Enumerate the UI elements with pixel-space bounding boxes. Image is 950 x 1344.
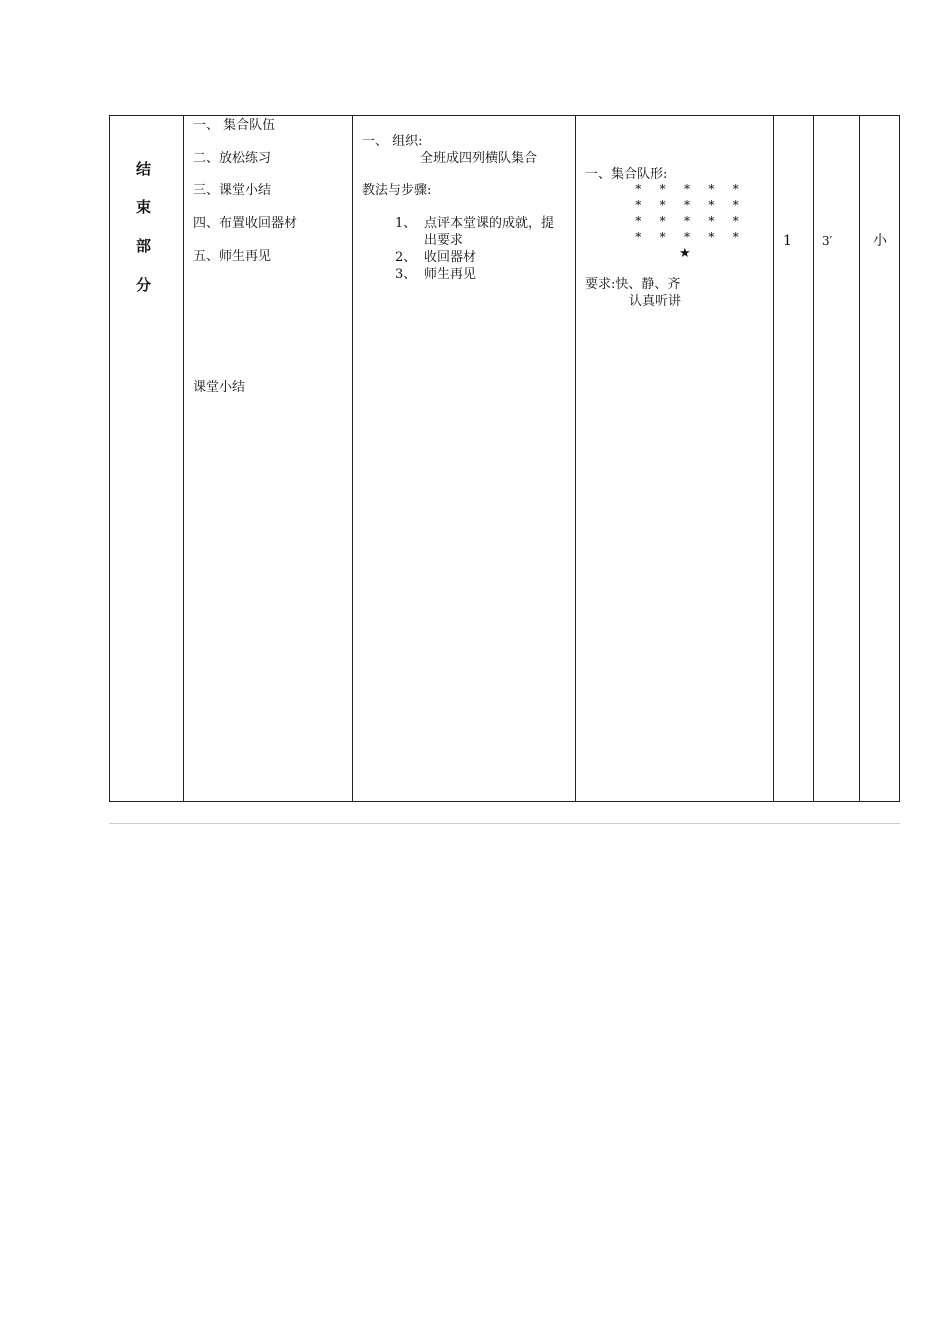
column-divider	[813, 116, 814, 801]
requirement-text: 认真听讲	[629, 294, 682, 309]
student-mark: *	[659, 198, 666, 212]
section-char: 束	[136, 198, 152, 216]
step-number: 3、	[395, 267, 417, 282]
page-divider	[109, 823, 900, 824]
formation-row	[626, 214, 748, 228]
student-mark: *	[708, 214, 715, 228]
student-mark: *	[708, 230, 715, 244]
student-mark: *	[732, 230, 739, 244]
section-char: 结	[136, 160, 152, 178]
formation-heading: 一、集合队形:	[585, 167, 668, 182]
formation-row	[626, 198, 748, 212]
student-mark: *	[635, 198, 642, 212]
student-mark: *	[708, 182, 715, 196]
content-summary: 课堂小结	[193, 380, 246, 395]
step-number: 1、	[395, 216, 417, 231]
duration-value: 3′	[822, 234, 833, 248]
content-item: 二、放松练习	[193, 151, 272, 166]
student-mark: *	[683, 214, 690, 228]
step-number: 2、	[395, 250, 417, 265]
content-item: 五、师生再见	[193, 249, 272, 264]
requirement-label: 要求:快、静、齐	[585, 277, 681, 292]
formation-row	[626, 230, 748, 244]
student-mark: *	[683, 182, 690, 196]
student-mark: *	[708, 198, 715, 212]
student-mark: *	[732, 198, 739, 212]
column-divider	[773, 116, 774, 801]
student-mark: *	[635, 214, 642, 228]
column-divider	[859, 116, 860, 801]
student-mark: *	[635, 230, 642, 244]
org-heading: 一、 组织:	[362, 134, 423, 149]
student-mark: *	[659, 214, 666, 228]
column-divider	[183, 116, 184, 801]
column-divider	[352, 116, 353, 801]
student-mark: *	[683, 198, 690, 212]
student-mark: *	[659, 230, 666, 244]
student-mark: *	[635, 182, 642, 196]
intensity-value: 小	[873, 233, 887, 249]
steps-heading: 教法与步骤:	[362, 183, 432, 198]
student-mark: *	[683, 230, 690, 244]
student-mark: *	[659, 182, 666, 196]
content-item: 四、布置收回器材	[193, 216, 298, 231]
step-text: 收回器材	[424, 250, 477, 265]
column-divider	[575, 116, 576, 801]
org-text: 全班成四列横队集合	[420, 151, 538, 166]
section-char: 部	[136, 237, 152, 255]
teacher-star-icon: ★	[679, 246, 691, 261]
times-value: 1	[783, 233, 792, 249]
formation-row	[626, 182, 748, 196]
step-text: 师生再见	[424, 267, 477, 282]
content-item: 三、课堂小结	[193, 183, 272, 198]
step-text: 出要求	[424, 233, 464, 248]
student-mark: *	[732, 214, 739, 228]
lesson-plan-table	[109, 115, 900, 802]
section-char: 分	[136, 276, 152, 294]
content-item: 一、 集合队伍	[193, 118, 276, 133]
student-mark: *	[732, 182, 739, 196]
step-text: 点评本堂课的成就，提	[424, 216, 555, 231]
